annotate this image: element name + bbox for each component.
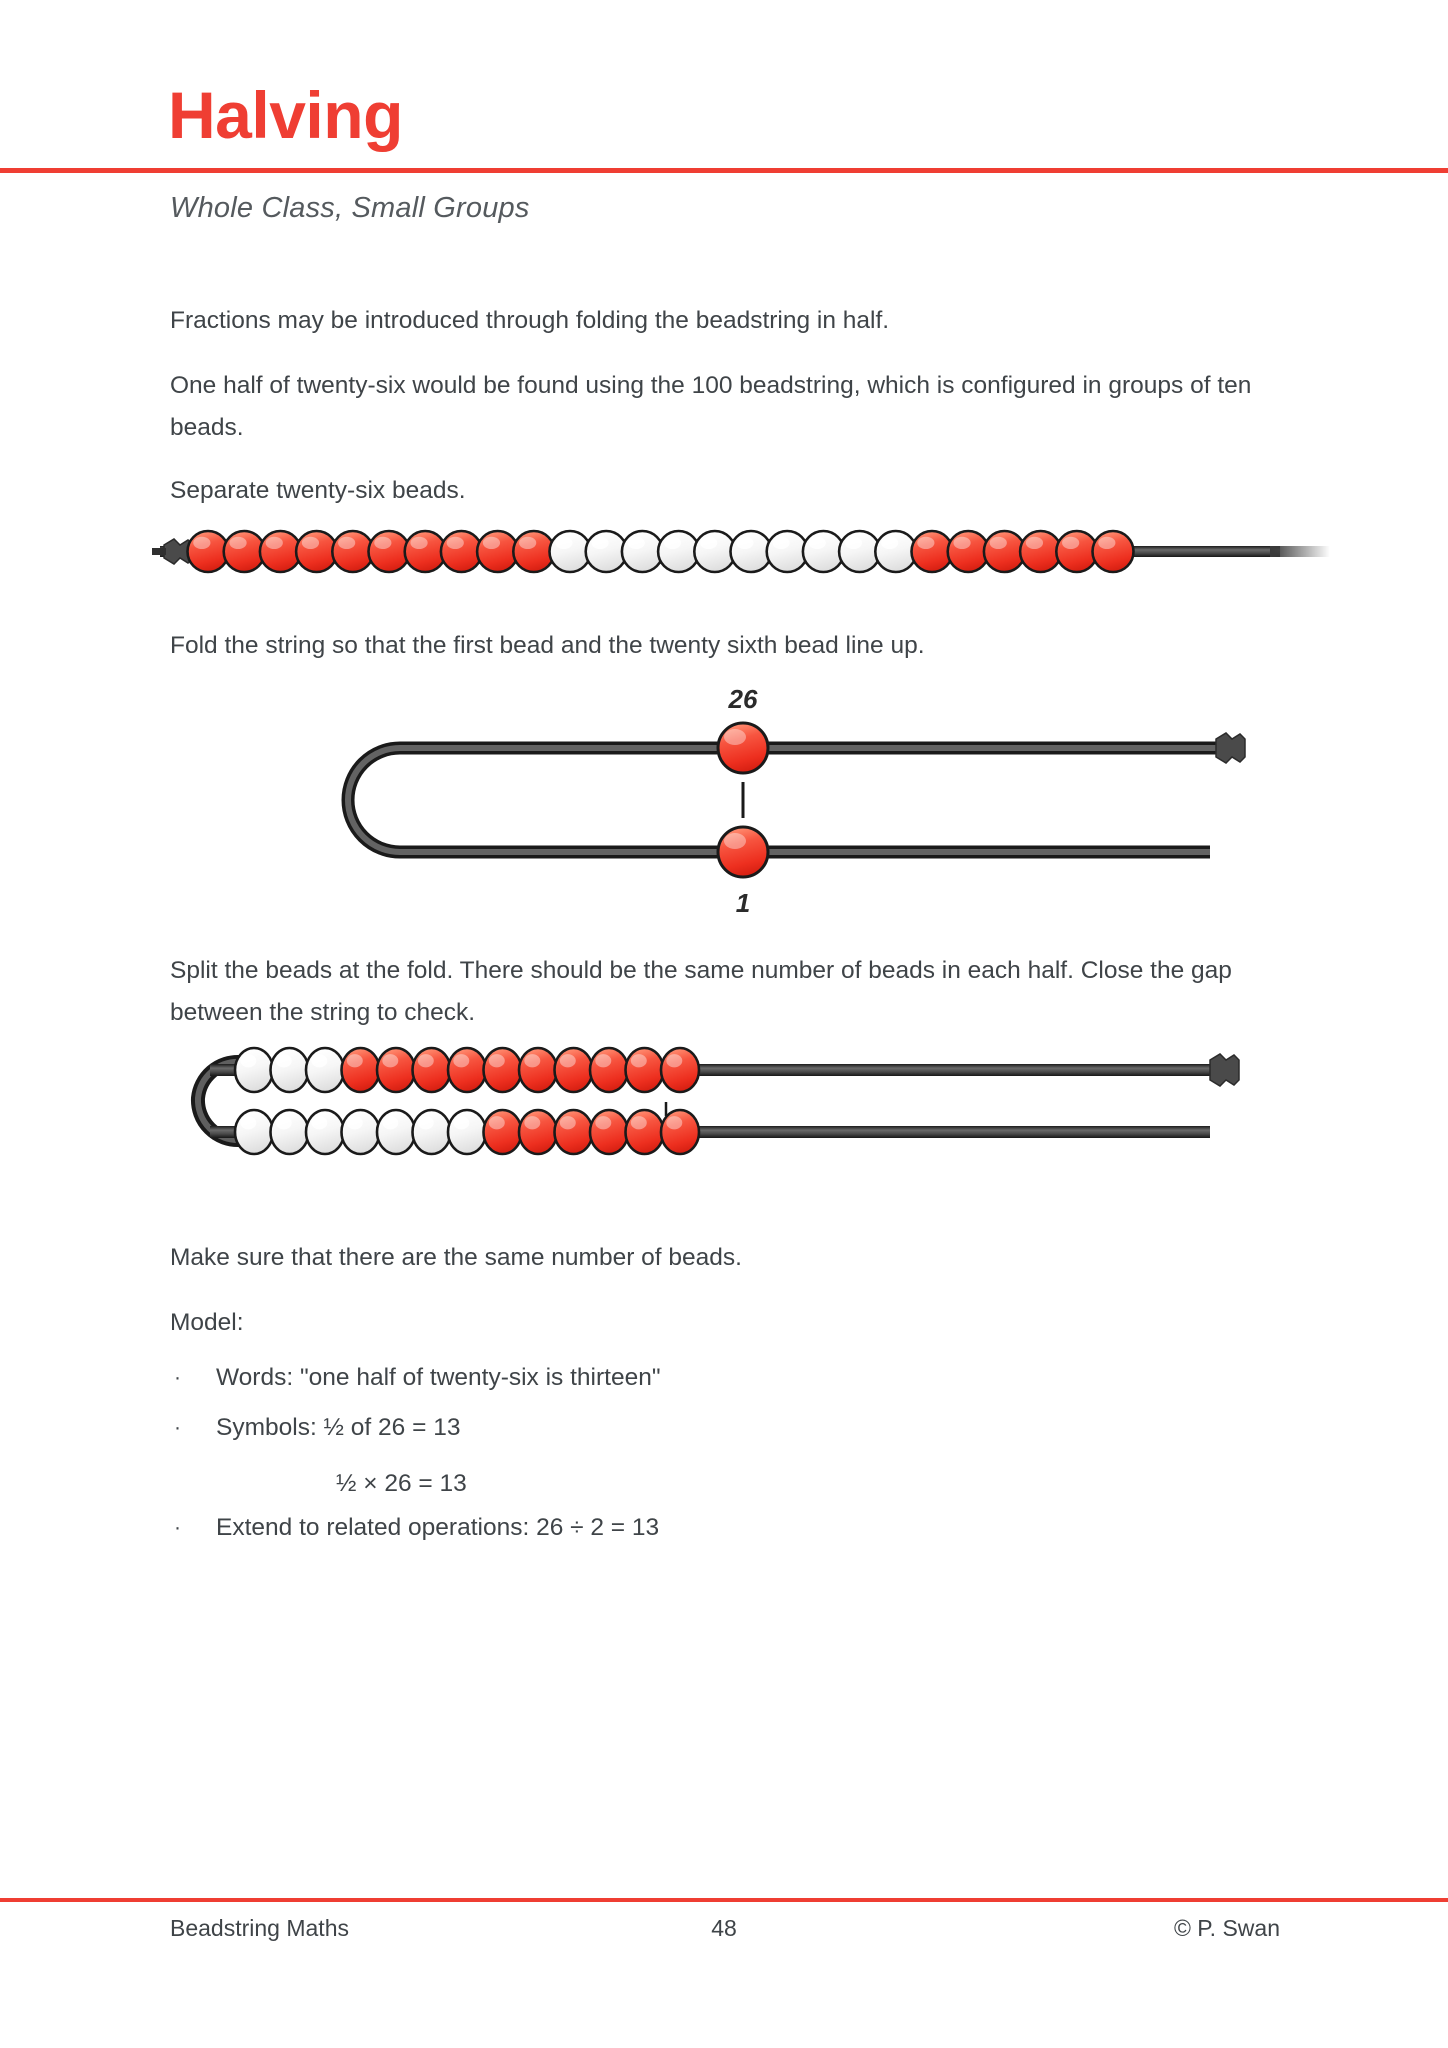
list-item [170,1512,1270,1562]
bead-white [586,531,627,572]
figure-folded-string [150,684,1330,920]
bead-bottom [718,827,768,877]
bead-red [377,1048,415,1092]
bead-white [271,1110,309,1154]
bead-red [413,1048,451,1092]
bead-red [626,1048,664,1092]
bead-white [448,1110,486,1154]
bead-red [1093,531,1134,572]
bead-white [875,531,916,572]
bead-row-bottom [235,1110,699,1154]
bullet-marker-icon: · [174,1516,181,1539]
bead-red [513,531,554,572]
bead-red [224,531,265,572]
footer-page-number: 48 [711,1915,737,1941]
bullet-text-symbols: Symbols: ½ of 26 = 13 [216,1414,461,1441]
split-string-svg [150,1040,1330,1200]
bead-white [342,1110,380,1154]
bead-white [235,1110,273,1154]
bead-red [590,1110,628,1154]
bead-white [306,1110,344,1154]
cord-fade-right [1270,546,1330,557]
page-footer [0,1915,1448,1965]
paragraph-separate-beads: Separate twenty-six beads. [170,477,466,504]
bead-red [296,531,337,572]
bead-white [413,1110,451,1154]
bead-red [984,531,1025,572]
bead-white [622,531,663,572]
bead-top [718,723,768,773]
bead-white [306,1048,344,1092]
bead-white [658,531,699,572]
bead-red [484,1048,522,1092]
paragraph-make-sure: Make sure that there are the same number of beads. [170,1244,742,1271]
label-26: 26 [728,684,758,714]
bead-white [767,531,808,572]
bead-red [661,1048,699,1092]
bead-red [519,1110,557,1154]
bullet-text-words: Words: "one half of twenty-six is thirteen" [216,1364,661,1391]
footer-rule [0,1898,1448,1902]
bead-white [803,531,844,572]
paragraph-model: Model: [170,1309,244,1336]
bead-white [839,531,880,572]
paragraph-fold-string: Fold the string so that the first bead and the twenty sixth bead line up. [170,632,925,659]
bead-red [626,1110,664,1154]
label-1: 1 [735,888,751,918]
bead-red [188,531,229,572]
paragraph-split-beads: Split the beads at the fold. There should be the same number of beads in each half. Close the gap between the string to check. [170,957,1232,1026]
page-subtitle: Whole Class, Small Groups [170,192,530,224]
header-rule [0,168,1448,173]
bead-red [661,1110,699,1154]
bead-red [555,1110,593,1154]
string-knot-right-icon [1216,733,1245,763]
footer-book-title: Beadstring Maths [170,1915,349,1941]
bead-red [555,1048,593,1092]
bullet-text-extend: Extend to related operations: 26 ÷ 2 = 13 [216,1514,660,1541]
bead-white [271,1048,309,1092]
figure-beadstring-26 [150,515,1330,595]
bead-red [405,531,446,572]
page-title: Halving [168,78,403,152]
paragraph-intro: Fractions may be introduced through folding the beadstring in half. [170,307,890,334]
bead-white [694,531,735,572]
bead-red [342,1048,380,1092]
bullet-marker-icon: · [174,1366,181,1389]
bead-group [188,531,1134,572]
bead-red [590,1048,628,1092]
string-knot-right-icon [1210,1054,1239,1086]
figure-split-string [150,1040,1330,1200]
bead-white [377,1110,415,1154]
bead-red [484,1110,522,1154]
paragraph-one-half: One half of twenty-six would be found using the 100 beadstring, which is configured in groups of ten beads. [170,372,1252,441]
model-bullet-list [170,1362,1270,1562]
folded-string-svg [150,684,1330,920]
footer-copyright: © P. Swan [1173,1915,1280,1941]
bead-red [448,1048,486,1092]
bead-red [519,1048,557,1092]
bullet-sub-equation: ½ × 26 = 13 [336,1470,467,1497]
bead-red [441,531,482,572]
bead-red [1056,531,1097,572]
bullet-marker-icon: · [174,1416,181,1439]
bead-white [550,531,591,572]
bead-red [912,531,953,572]
bead-red [332,531,373,572]
string-path-highlight [348,748,1230,852]
bead-red [477,531,518,572]
bead-red [1020,531,1061,572]
beadstring-26-svg [150,515,1330,595]
bead-red [369,531,410,572]
bead-white [731,531,772,572]
list-item [170,1362,1270,1412]
bead-white [235,1048,273,1092]
bead-row-top [235,1048,699,1092]
bead-red [260,531,301,572]
string-path-outline [348,748,1230,852]
bead-red [948,531,989,572]
list-item [170,1412,1270,1462]
